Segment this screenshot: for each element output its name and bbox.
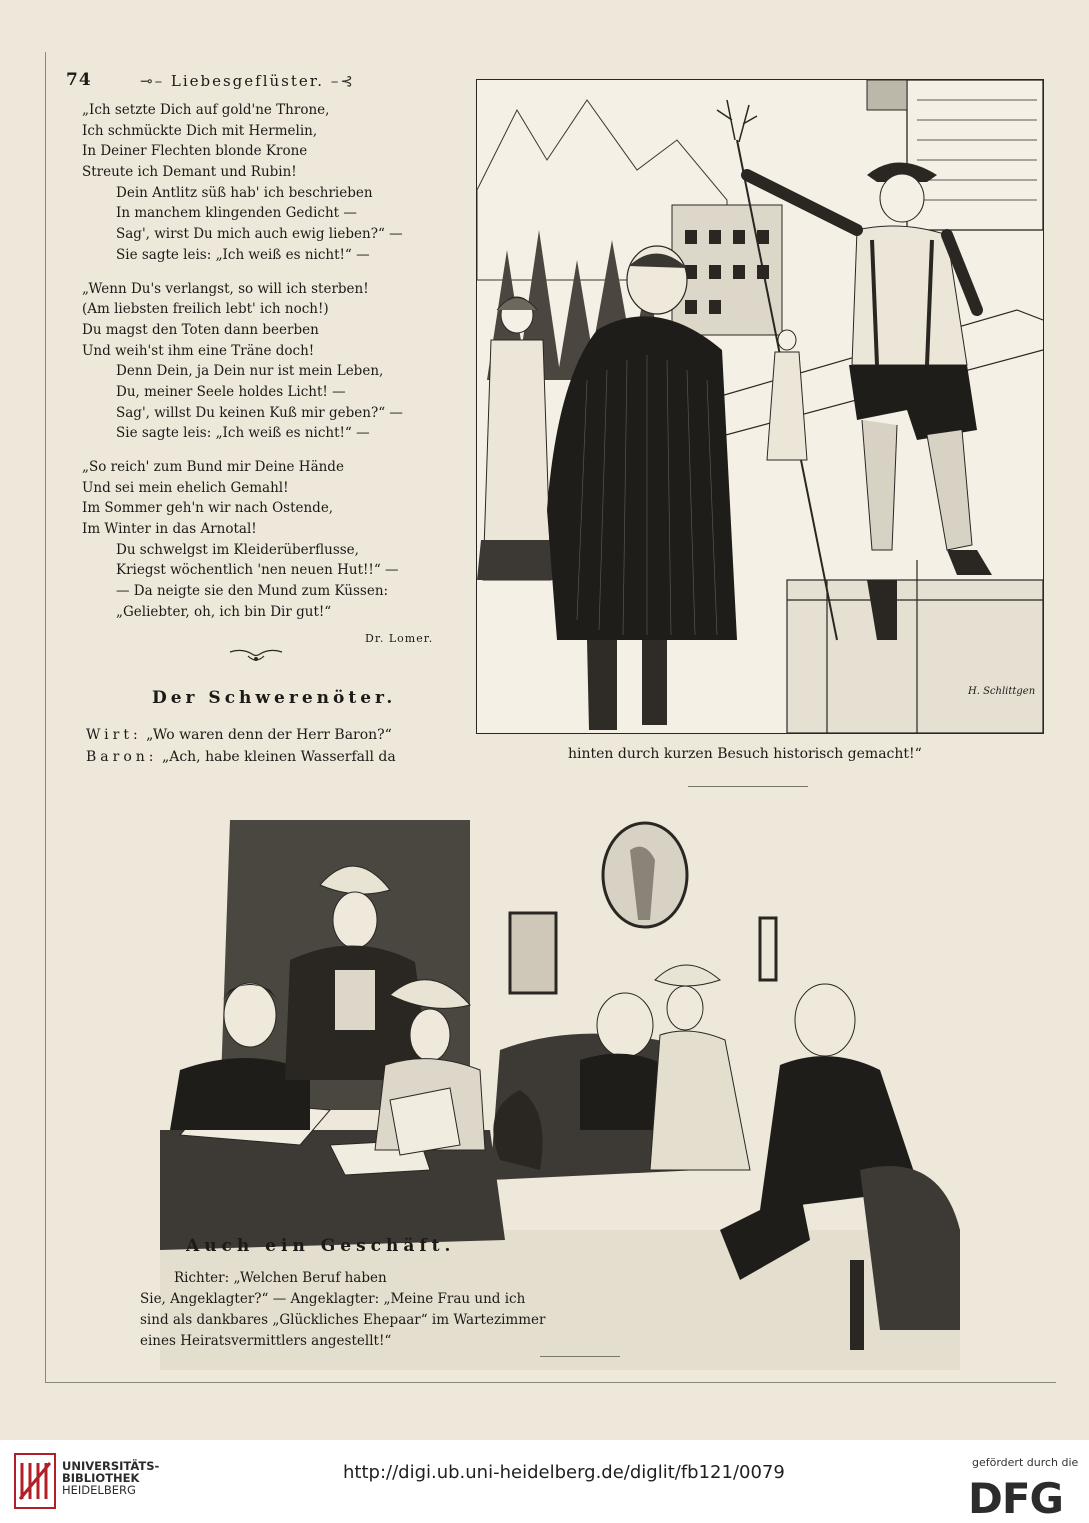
library-name-line: UNIVERSITÄTS- [62, 1459, 160, 1473]
poem-line: In Deiner Flechten blonde Krone [82, 143, 308, 160]
poem-line: „Wenn Du's verlangst, so will ich sterben! [82, 280, 369, 297]
poem-line: Kriegst wöchentlich 'nen neuen Hut!!“ — [116, 562, 399, 579]
dialog-line [86, 724, 396, 746]
poem [82, 100, 452, 623]
poem-line: Streute ich Demant und Rubin! [82, 164, 297, 181]
joke2-line: eines Heiratsvermittlers angestellt!“ [140, 1333, 392, 1349]
poem-line: Ich schmückte Dich mit Hermelin, [82, 122, 318, 139]
joke2-text [140, 1268, 640, 1352]
poem-line: Sie sagte leis: „Ich weiß es nicht!“ — [116, 246, 370, 263]
section-divider [540, 1356, 620, 1357]
joke1-caption-continuation: hinten durch kurzen Besuch historisch gemacht!“ [568, 746, 922, 762]
poem-line: Du magst den Toten dann beerben [82, 321, 319, 338]
joke2-title: Auch ein Geschäft. [186, 1236, 456, 1256]
library-name [62, 1460, 159, 1496]
fleuron-icon [228, 646, 284, 670]
poem-line: Und weih'st ihm eine Träne doch! [82, 342, 315, 359]
library-name-line: HEIDELBERG [62, 1483, 136, 1497]
joke2-line: sind als dankbares „Glückliches Ehepaar“ im Wartezimmer [140, 1312, 546, 1328]
page-number: 74 [66, 70, 92, 90]
stanza-gap [82, 444, 452, 457]
poem-line: — Da neigte sie den Mund zum Küssen: [116, 583, 389, 600]
permalink-url[interactable]: http://digi.ub.uni-heidelberg.de/diglit/fb121/0079 [343, 1462, 785, 1483]
dialog-text: „Wo waren denn der Herr Baron?“ [146, 727, 392, 743]
running-head [140, 72, 355, 90]
joke2-line: Sie, Angeklagter?“ — Angeklagter: „Meine Frau und ich [140, 1291, 526, 1307]
poem-line: (Am liebsten freilich lebt' ich noch!) [82, 301, 329, 318]
joke2-line: Richter: „Welchen Beruf haben [174, 1270, 387, 1286]
poem-line: Sag', willst Du keinen Kuß mir geben?“ — [116, 404, 403, 421]
poem-line: Du, meiner Seele holdes Licht! — [116, 383, 346, 400]
running-head-title: Liebesgeflüster. [170, 72, 325, 90]
library-seal-icon [14, 1453, 56, 1513]
poem-line: Im Sommer geh'n wir nach Ostende, [82, 500, 334, 517]
poem-line: Sie sagte leis: „Ich weiß es nicht!“ — [116, 425, 370, 442]
funding-label: gefördert durch die [972, 1456, 1079, 1469]
dialog-text: „Ach, habe kleinen Wasserfall da [161, 749, 396, 765]
ornament-right-icon: –⊰ [330, 72, 355, 90]
joke1-title: Der Schwerenöter. [152, 688, 397, 708]
joke1-dialog [86, 724, 396, 768]
ornament-left-icon: ⊸– [140, 72, 165, 90]
poem-line: Im Winter in das Arnotal! [82, 521, 257, 538]
poem-line: Sag', wirst Du mich auch ewig lieben?“ — [116, 226, 403, 243]
stanza-gap [82, 266, 452, 279]
poem-line: Denn Dein, ja Dein nur ist mein Leben, [116, 363, 384, 380]
illustration-baron-terrace [476, 79, 1044, 734]
poem-line: „Ich setzte Dich auf gold'ne Throne, [82, 102, 330, 118]
section-divider [688, 786, 808, 787]
poem-author: Dr. Lomer. [365, 632, 434, 645]
artist-signature: H. Schlittgen [968, 686, 1036, 697]
speaker-label: Baron: [86, 749, 158, 765]
speaker-label: Wirt: [86, 727, 142, 743]
poem-line: „So reich' zum Bund mir Deine Hände [82, 459, 344, 475]
poem-line: In manchem klingenden Gedicht — [116, 205, 357, 222]
poem-line: „Geliebter, oh, ich bin Dir gut!“ [116, 603, 332, 620]
poem-line: Dein Antlitz süß hab' ich beschrieben [116, 184, 373, 201]
poem-line: Du schwelgst im Kleiderüberflusse, [116, 541, 359, 558]
library-name-line: BIBLIOTHEK [62, 1471, 140, 1485]
dialog-line [86, 746, 396, 768]
poem-line: Und sei mein ehelich Gemahl! [82, 479, 289, 496]
dfg-logo: DFG [968, 1474, 1064, 1523]
